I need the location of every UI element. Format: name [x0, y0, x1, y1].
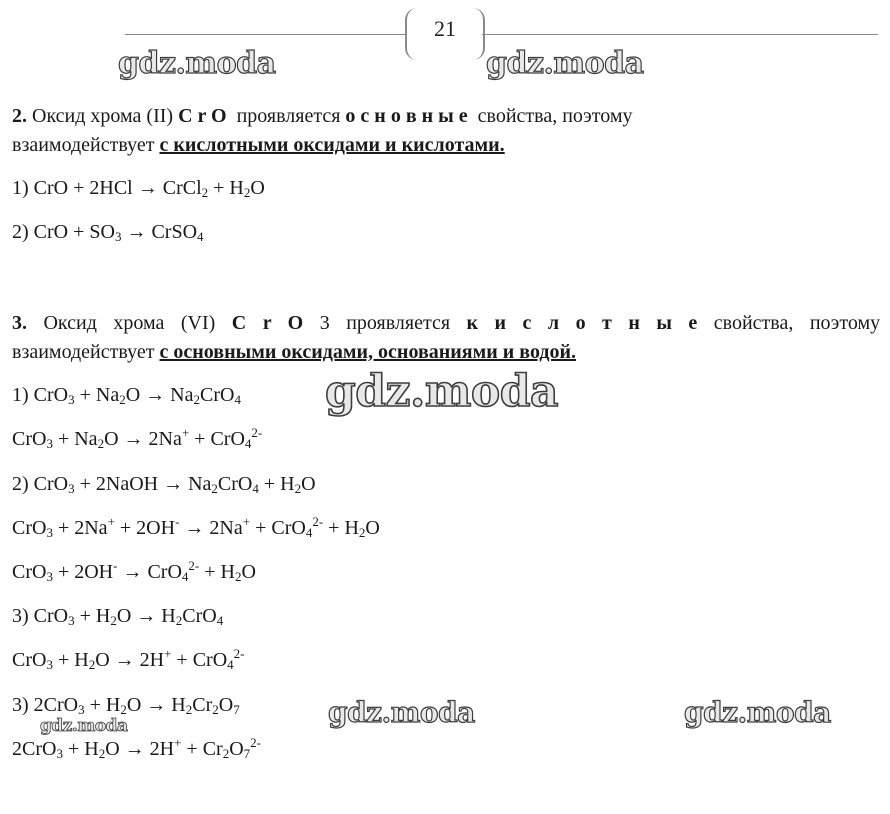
- equation-line: $CrO_3 + Na_2O \to 2Na^+ + CrO_4^{2-}$: [12, 425, 263, 451]
- equation-line: 1) $CrO_3 + Na_2O \to Na_2CrO_4$: [12, 384, 241, 407]
- task2-clause: свойства, поэтому: [477, 105, 633, 127]
- task3-clause: свойства, поэтому: [713, 312, 881, 334]
- task2-verb: проявляется: [236, 105, 341, 127]
- task3-paragraph: [12, 309, 880, 367]
- equation-line: $CrO_3 + H_2O \to 2H^+ + CrO_4^{2-}$: [12, 646, 245, 672]
- equation-line: 3) $2CrO_3 + H_2O \to H_2Cr_2O_7$: [12, 694, 240, 717]
- watermark-logo: gdz.moda: [684, 696, 831, 729]
- watermark-logo: gdz.moda: [325, 366, 559, 417]
- watermark-logo: gdz.moda: [486, 46, 644, 81]
- task3-reactants: с основными оксидами, основаниями и водой.: [159, 341, 577, 363]
- task2-interacts: взаимодействует: [12, 134, 155, 156]
- watermark-logo: gdz.moda: [118, 46, 276, 81]
- task2-paragraph: [12, 102, 880, 160]
- task3-property: к и с л о т н ы е: [466, 312, 698, 334]
- task2-formula: C r O: [178, 105, 227, 127]
- task3-line1: [12, 309, 880, 338]
- task3-interacts: взаимодействует: [12, 341, 155, 363]
- task3-oxide-name: Оксид хрома (VI): [43, 312, 216, 334]
- equation-line: $CrO_3 + 2OH^- \to CrO_4^{2-} + H_2O$: [12, 558, 256, 584]
- equation-line: 2) CrO + $SO_3$ → CrSO$_4$: [12, 221, 204, 244]
- equation-line: 2) CrO$_3$ + 2NaOH → $Na_2CrO_4 + H_2O$: [12, 473, 316, 496]
- header-rule-right: [482, 34, 878, 35]
- task2-line1: [12, 102, 880, 131]
- task2-oxide-name: Оксид хрома (II): [32, 105, 174, 127]
- task2-reactants: с кислотными оксидами и кислотами.: [159, 134, 505, 156]
- task2-line2: [12, 131, 880, 160]
- task3-formula: C r O 3: [231, 312, 330, 334]
- watermark-logo: gdz.moda: [40, 716, 128, 736]
- page-number: 21: [434, 16, 456, 41]
- equation-line: $CrO_3 + 2Na^+ + 2OH^- \to 2Na^+ + CrO_4^{2-} + H_2O$: [12, 514, 380, 540]
- task2-number: 2.: [12, 105, 27, 127]
- task3-verb: проявляется: [346, 312, 451, 334]
- header-rule-left: [125, 34, 407, 35]
- task2-property: о с н о в н ы е: [345, 105, 468, 127]
- task3-line2: [12, 338, 880, 367]
- task3-number: 3.: [12, 312, 27, 334]
- equation-line: 3) $CrO_3 + H_2O \to H_2CrO_4$: [12, 605, 224, 628]
- equation-line: $2CrO_3 + H_2O \to 2H^+ + Cr_2O_7^{2-}$: [12, 735, 261, 761]
- watermark-logo: gdz.moda: [328, 696, 475, 729]
- equation-line: 1) CrO + 2HCl → CrCl$_2$ + $H_2O$: [12, 177, 265, 200]
